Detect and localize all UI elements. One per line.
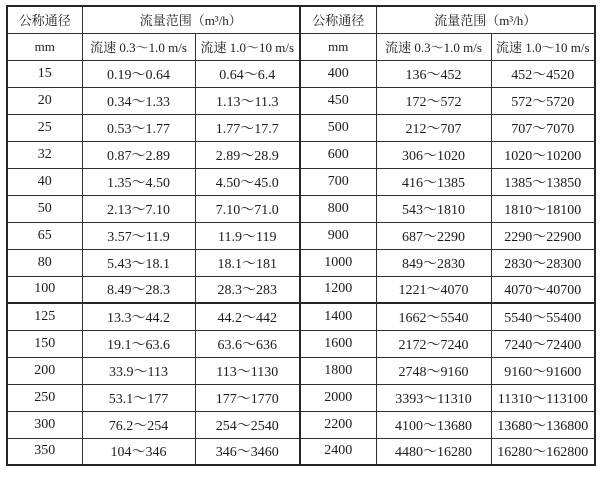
cell-flow-range: 212～707 [376,114,491,141]
flow-range-table [6,5,596,466]
cell-diameter: 32 [7,141,82,168]
cell-flow-range: 0.64～6.4 [195,60,300,87]
table-header [7,6,595,60]
header-unit-left: mm [7,33,82,60]
cell-flow-range: 4480～16280 [376,438,491,465]
cell-flow-range: 1385～13850 [491,168,595,195]
cell-flow-range: 687～2290 [376,222,491,249]
cell-flow-range: 1810～18100 [491,195,595,222]
cell-diameter: 40 [7,168,82,195]
table-row [7,60,595,87]
cell-flow-range: 5540～55400 [491,303,595,330]
cell-diameter: 400 [300,60,376,87]
cell-diameter: 1200 [300,276,376,303]
cell-diameter: 900 [300,222,376,249]
cell-flow-range: 0.53～1.77 [82,114,195,141]
table-row [7,114,595,141]
cell-diameter: 350 [7,438,82,465]
table-row [7,357,595,384]
cell-flow-range: 0.19～0.64 [82,60,195,87]
cell-flow-range: 1020～10200 [491,141,595,168]
cell-flow-range: 33.9～113 [82,357,195,384]
table-row [7,438,595,465]
table-row [7,141,595,168]
cell-flow-range: 7240～72400 [491,330,595,357]
cell-diameter: 1000 [300,249,376,276]
cell-flow-range: 13.3～44.2 [82,303,195,330]
cell-flow-range: 2290～22900 [491,222,595,249]
cell-diameter: 700 [300,168,376,195]
cell-diameter: 50 [7,195,82,222]
header-diameter-right: 公称通径 [300,6,376,33]
table-row [7,384,595,411]
header-row-2 [7,33,595,60]
cell-flow-range: 8.49～28.3 [82,276,195,303]
header-row-1 [7,6,595,33]
cell-diameter: 1400 [300,303,376,330]
cell-flow-range: 113～1130 [195,357,300,384]
cell-flow-range: 63.6～636 [195,330,300,357]
cell-flow-range: 11310～113100 [491,384,595,411]
cell-diameter: 80 [7,249,82,276]
cell-diameter: 2000 [300,384,376,411]
cell-flow-range: 9160～91600 [491,357,595,384]
cell-flow-range: 416～1385 [376,168,491,195]
cell-diameter: 25 [7,114,82,141]
header-diameter-left: 公称通径 [7,6,82,33]
header-velocity-low-left: 流速 0.3～1.0 m/s [82,33,195,60]
cell-flow-range: 1.35～4.50 [82,168,195,195]
cell-diameter: 150 [7,330,82,357]
cell-flow-range: 172～572 [376,87,491,114]
cell-flow-range: 849～2830 [376,249,491,276]
cell-flow-range: 3393～11310 [376,384,491,411]
cell-flow-range: 1.77～17.7 [195,114,300,141]
cell-flow-range: 306～1020 [376,141,491,168]
cell-flow-range: 76.2～254 [82,411,195,438]
cell-diameter: 2400 [300,438,376,465]
cell-diameter: 250 [7,384,82,411]
table-row [7,168,595,195]
cell-flow-range: 0.87～2.89 [82,141,195,168]
cell-flow-range: 104～346 [82,438,195,465]
cell-flow-range: 5.43～18.1 [82,249,195,276]
cell-diameter: 800 [300,195,376,222]
cell-diameter: 2200 [300,411,376,438]
table-row [7,249,595,276]
header-velocity-low-right: 流速 0.3～1.0 m/s [376,33,491,60]
cell-flow-range: 2.13～7.10 [82,195,195,222]
cell-flow-range: 7.10～71.0 [195,195,300,222]
cell-diameter: 1800 [300,357,376,384]
header-velocity-high-left: 流速 1.0～10 m/s [195,33,300,60]
table-row [7,330,595,357]
cell-flow-range: 452～4520 [491,60,595,87]
cell-flow-range: 13680～136800 [491,411,595,438]
cell-flow-range: 2748～9160 [376,357,491,384]
table-row [7,222,595,249]
cell-flow-range: 44.2～442 [195,303,300,330]
table-row [7,411,595,438]
cell-flow-range: 0.34～1.33 [82,87,195,114]
header-flow-range-right: 流量范围（m³/h） [376,6,595,33]
cell-flow-range: 572～5720 [491,87,595,114]
cell-flow-range: 1.13～11.3 [195,87,300,114]
header-flow-range-left: 流量范围（m³/h） [82,6,300,33]
cell-flow-range: 4.50～45.0 [195,168,300,195]
cell-diameter: 600 [300,141,376,168]
cell-flow-range: 543～1810 [376,195,491,222]
cell-diameter: 125 [7,303,82,330]
cell-flow-range: 11.9～119 [195,222,300,249]
cell-flow-range: 2172～7240 [376,330,491,357]
cell-diameter: 100 [7,276,82,303]
cell-diameter: 450 [300,87,376,114]
cell-flow-range: 1221～4070 [376,276,491,303]
cell-flow-range: 28.3～283 [195,276,300,303]
header-velocity-high-right: 流速 1.0～10 m/s [491,33,595,60]
cell-flow-range: 2830～28300 [491,249,595,276]
cell-flow-range: 3.57～11.9 [82,222,195,249]
cell-flow-range: 18.1～181 [195,249,300,276]
table-row [7,303,595,330]
cell-diameter: 1600 [300,330,376,357]
cell-flow-range: 254～2540 [195,411,300,438]
cell-flow-range: 2.89～28.9 [195,141,300,168]
cell-flow-range: 177～1770 [195,384,300,411]
cell-diameter: 300 [7,411,82,438]
cell-flow-range: 53.1～177 [82,384,195,411]
table-row [7,276,595,303]
cell-flow-range: 19.1～63.6 [82,330,195,357]
cell-flow-range: 4100～13680 [376,411,491,438]
cell-diameter: 200 [7,357,82,384]
cell-diameter: 500 [300,114,376,141]
cell-flow-range: 4070～40700 [491,276,595,303]
cell-flow-range: 1662～5540 [376,303,491,330]
cell-diameter: 65 [7,222,82,249]
table-row [7,87,595,114]
cell-flow-range: 707～7070 [491,114,595,141]
cell-flow-range: 16280～162800 [491,438,595,465]
table-body [7,60,595,465]
header-unit-right: mm [300,33,376,60]
cell-flow-range: 346～3460 [195,438,300,465]
cell-diameter: 15 [7,60,82,87]
cell-flow-range: 136～452 [376,60,491,87]
table-row [7,195,595,222]
cell-diameter: 20 [7,87,82,114]
